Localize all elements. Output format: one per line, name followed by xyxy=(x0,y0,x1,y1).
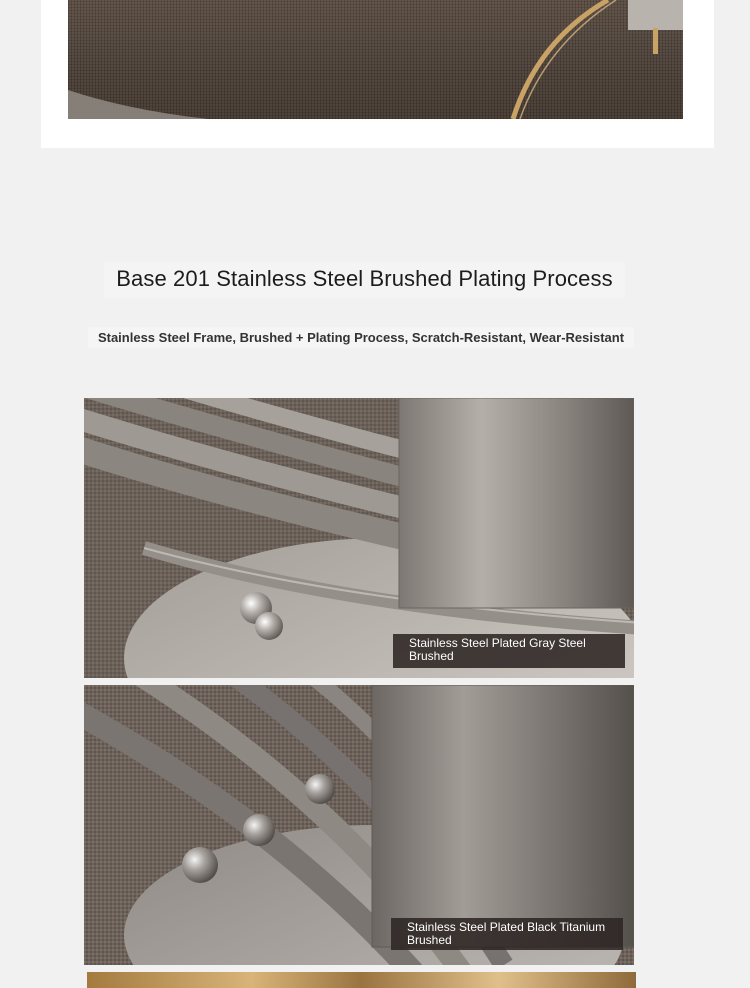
section-title: Base 201 Stainless Steel Brushed Plating Process xyxy=(104,262,624,298)
gray-steel-photo xyxy=(84,398,634,678)
gray-steel-caption: Stainless Steel Plated Gray Steel Brushed xyxy=(393,634,625,668)
black-titanium-caption: Stainless Steel Plated Black Titanium Brushed xyxy=(391,918,623,950)
top-product-card xyxy=(41,0,714,148)
black-titanium-photo xyxy=(84,685,634,965)
section-heading xyxy=(0,262,750,298)
section-subtitle: Stainless Steel Frame, Brushed + Plating Process, Scratch-Resistant, Wear-Resistant xyxy=(88,327,634,348)
gold-finish-photo xyxy=(87,972,636,988)
top-product-photo xyxy=(68,0,683,119)
section-subheading xyxy=(0,327,750,348)
